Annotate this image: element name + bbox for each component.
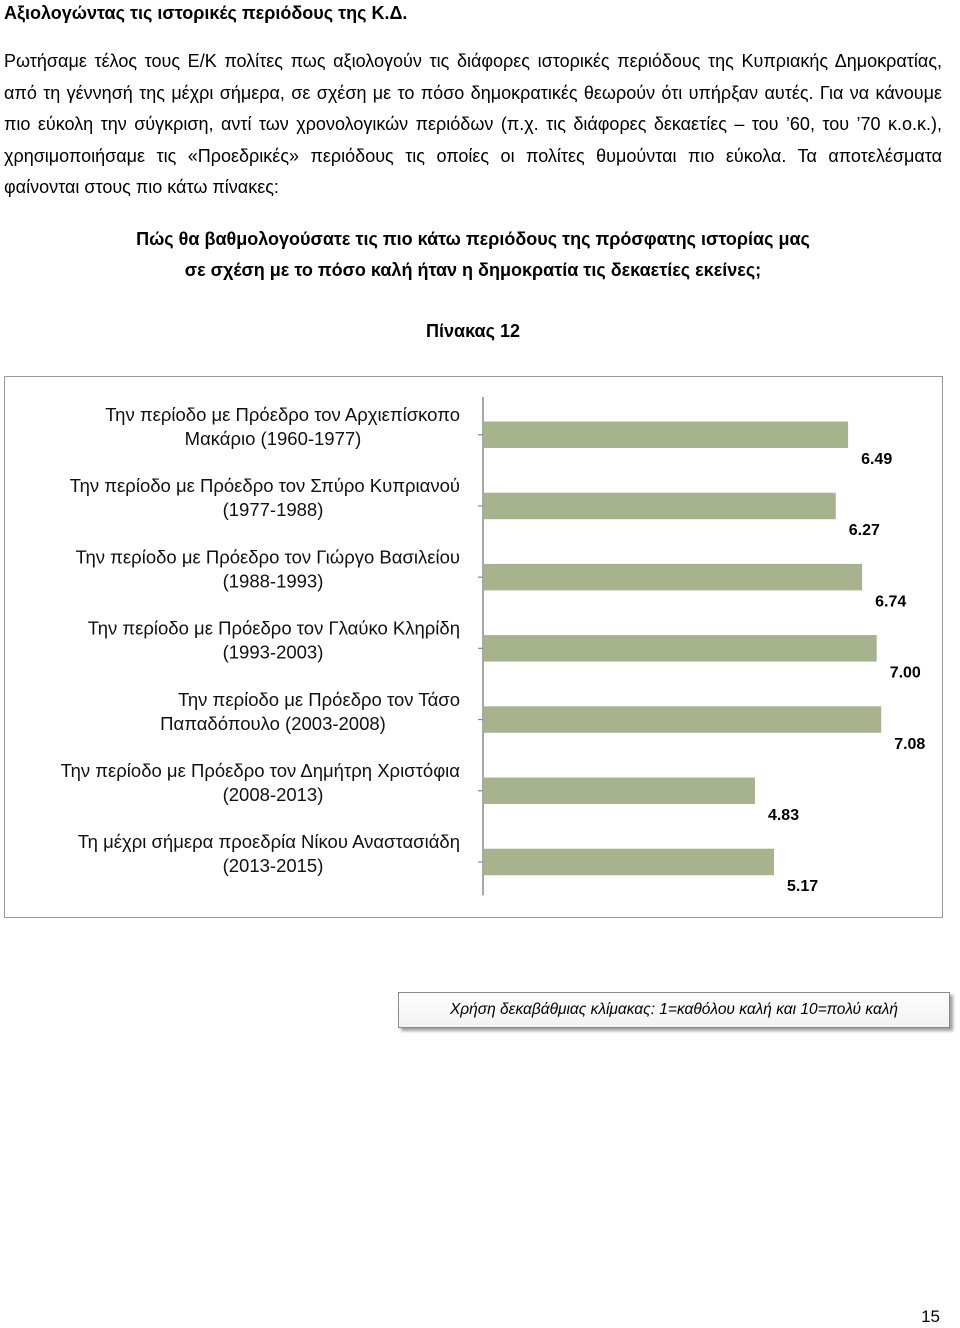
- value-label-1: 6.49: [861, 451, 893, 468]
- value-label-4: 7.00: [889, 664, 921, 682]
- category-label-7-line-1: Τη μέχρι σήμερα προεδρία Νίκου Αναστασιάδη: [77, 831, 460, 853]
- category-label-7-line-2: (2013-2015): [222, 855, 324, 877]
- category-label-4-line-2: (1993-2003): [222, 641, 324, 663]
- category-label-1-line-1: Την περίοδο με Πρόεδρο τον Αρχιεπίσκοπο: [105, 404, 460, 425]
- survey-question-line-2: σε σχέση με το πόσο καλή ήταν η δημοκρατία τις δεκαετίες εκείνες;: [184, 260, 762, 280]
- table-title: Πίνακας 12: [426, 321, 520, 341]
- section-heading: Αξιολογώντας τις ιστορικές περιόδους της Κ.Δ.: [4, 3, 408, 23]
- bar-chart-svg: [5, 377, 942, 917]
- page-number: 15: [921, 1307, 940, 1326]
- category-label-5-line-1: Την περίοδο με Πρόεδρο τον Τάσο: [177, 688, 460, 710]
- survey-question: [0, 224, 946, 286]
- bar-3: [484, 564, 862, 591]
- category-label-4-line-1: Την περίοδο με Πρόεδρο τον Γλαύκο Κληρίδη: [87, 617, 460, 639]
- bar-2: [484, 493, 836, 520]
- value-label-7: 5.17: [787, 878, 819, 896]
- intro-paragraph: Ρωτήσαμε τέλος τους Ε/Κ πολίτες πως αξιολογούν τις διάφορες ιστορικές περιόδους της Κυπριακής Δημοκρατίας, από τη γέννησή της μέχρι σήμερα, σε σχέση με το πόσο δημοκρατικές θεωρούν ότι υπήρξαν αυτές. Για να κάνουμε πιο εύκολη την σύγκριση, αντί των χρονολογικών περιόδων (π.χ. τις διάφορες δεκαετίες – του ’60, του ’70 κ.ο.κ.), χρησιμοποιήσαμε τις «Προεδρικές» περιόδους τις οποίες οι πολίτες θυμούνται πιο εύκολα. Τα αποτελέσματα φαίνονται στους πιο κάτω πίνακες:: [4, 51, 942, 197]
- category-label-1-line-2: Μακάριο (1960-1977): [184, 428, 362, 449]
- value-label-2: 6.27: [848, 522, 880, 540]
- bar-6: [484, 778, 755, 805]
- bar-4: [484, 635, 877, 662]
- value-label-6: 4.83: [767, 807, 800, 824]
- bar-5: [484, 706, 881, 733]
- bar-7: [484, 849, 774, 876]
- category-label-5-line-2: Παπαδόπουλο (2003-2008): [160, 712, 386, 734]
- bar-chart: [4, 376, 943, 918]
- value-label-5: 7.08: [894, 735, 926, 753]
- scale-note: Χρήση δεκαβάθμιας κλίμακας: 1=καθόλου καλή και 10=πολύ καλή: [398, 992, 950, 1028]
- bar-1: [484, 422, 848, 449]
- category-label-6-line-1: Την περίοδο με Πρόεδρο τον Δημήτρη Χριστόφια: [60, 760, 460, 781]
- category-label-2-line-1: Την περίοδο με Πρόεδρο τον Σπύρο Κυπριανού: [69, 475, 460, 497]
- category-label-2-line-2: (1977-1988): [222, 499, 324, 521]
- category-label-3-line-1: Την περίοδο με Πρόεδρο τον Γιώργο Βασιλείου: [75, 546, 460, 568]
- value-label-3: 6.74: [875, 593, 907, 611]
- survey-question-line-1: Πώς θα βαθμολογούσατε τις πιο κάτω περιόδους της πρόσφατης ιστορίας μας: [136, 229, 810, 249]
- category-label-3-line-2: (1988-1993): [222, 570, 324, 592]
- category-label-6-line-2: (2008-2013): [222, 784, 324, 805]
